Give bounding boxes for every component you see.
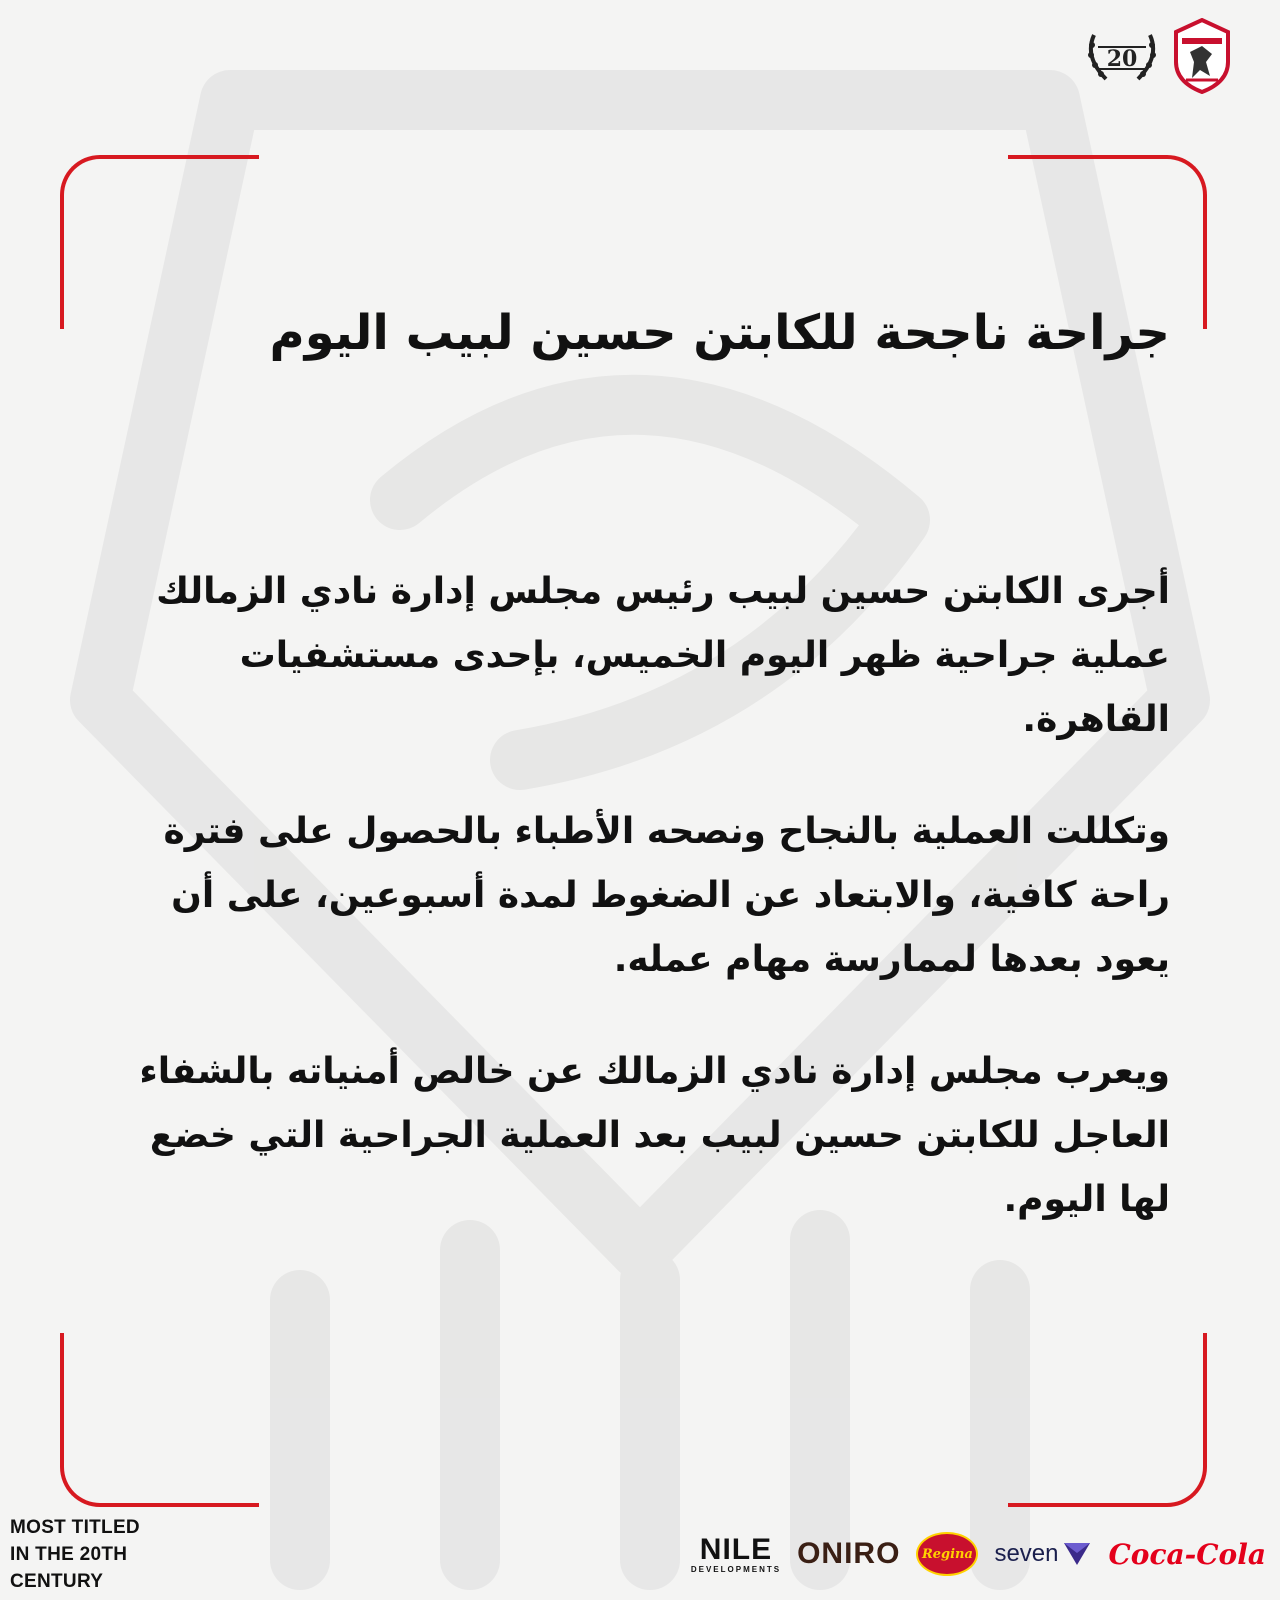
sponsor-logos	[691, 1532, 1266, 1576]
sponsor-seven-name: seven	[994, 1540, 1059, 1567]
sponsor-oniro-logo: ONIRO	[797, 1537, 901, 1570]
zamalek-crest-icon	[1172, 18, 1232, 94]
sponsor-regina-logo	[916, 1532, 978, 1576]
sponsor-coca-cola-logo: Coca-Cola	[1108, 1537, 1266, 1571]
frame-corner-bottom-right	[1008, 1333, 1207, 1507]
paragraph-3: ويعرب مجلس إدارة نادي الزمالك عن خالص أمنياته بالشفاء العاجل للكابتن حسين لبيب بعد العملية الجراحية التي خضع لها اليوم.	[139, 1051, 1170, 1220]
sponsor-nile-name: NILE	[699, 1532, 773, 1566]
frame-corner-top-left	[60, 155, 259, 329]
frame-corner-bottom-left	[60, 1333, 259, 1507]
paragraph-2: وتكللت العملية بالنجاح ونصحه الأطباء بالحصول على فترة راحة كافية، والابتعاد عن الضغوط لمدة أسبوعين، على أن يعود بعدها لممارسة مهام عمله.	[163, 811, 1170, 980]
tagline	[10, 1514, 190, 1595]
sponsor-nile-sub: DEVELOPMENTS	[690, 1564, 782, 1574]
frame-corner-top-right	[1008, 155, 1207, 329]
seven-triangle-icon	[1062, 1541, 1092, 1567]
sponsor-regina-name: Regina	[921, 1546, 973, 1562]
article-title: جراحة ناجحة للكابتن حسين لبيب اليوم	[269, 305, 1170, 361]
header-logos	[1084, 18, 1232, 94]
badge-number: 20	[1106, 46, 1138, 72]
paragraph-1: أجرى الكابتن حسين لبيب رئيس مجلس إدارة نادي الزمالك عملية جراحية ظهر اليوم الخميس، بإحدى مستشفيات القاهرة.	[156, 571, 1170, 740]
sponsor-nile-logo	[690, 1532, 782, 1574]
tagline-line-3: CENTURY	[10, 1571, 104, 1592]
sponsor-seven-logo	[994, 1540, 1092, 1568]
laurel-wreath-icon	[1084, 25, 1160, 87]
tagline-line-2: IN THE 20TH	[10, 1544, 128, 1565]
tagline-line-1: MOST TITLED	[10, 1517, 140, 1538]
